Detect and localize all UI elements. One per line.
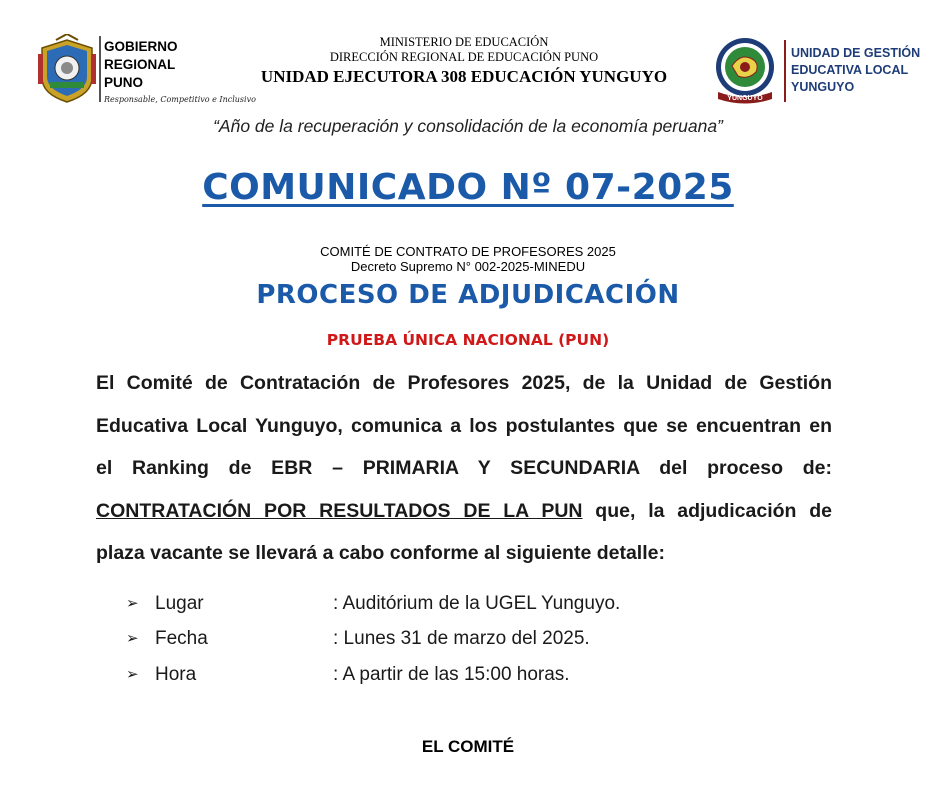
detail-label: Lugar <box>155 593 204 614</box>
org-line: REGIONAL <box>104 57 176 72</box>
ministry-header <box>200 35 728 88</box>
paragraph-line: plaza vacante se llevará a cabo conforme al siguiente detalle: <box>96 542 665 565</box>
detail-label: Fecha <box>155 628 208 649</box>
ministry-name: MINISTERIO DE EDUCACIÓN <box>379 35 549 49</box>
title-text: COMUNICADO Nº 07-2025 <box>202 167 734 208</box>
exam-subtitle: PRUEBA ÚNICA NACIONAL (PUN) <box>326 331 610 349</box>
seal-ribbon-text: YUNGUYO <box>727 95 763 102</box>
signature: EL COMITÉ <box>421 737 515 756</box>
org-line: UNIDAD DE GESTIÓN <box>791 46 921 60</box>
underlined-process-name: CONTRATACIÓN POR RESULTADOS DE LA PUN <box>96 499 583 522</box>
paragraph-line: el Ranking de EBR – PRIMARIA Y SECUNDARIA del proceso de: <box>96 457 832 480</box>
paragraph-line <box>96 490 832 533</box>
arrow-bullet-icon: ➢ <box>126 666 139 683</box>
header-left-divider <box>99 36 101 102</box>
regional-direction-name: DIRECCIÓN REGIONAL DE EDUCACIÓN PUNO <box>329 50 599 64</box>
org-line: GOBIERNO <box>104 39 178 54</box>
org-line: EDUCATIVA LOCAL <box>791 63 909 77</box>
executing-unit-name: UNIDAD EJECUTORA 308 EDUCACIÓN YUNGUYO <box>260 67 668 86</box>
detail-value: : Auditórium de la UGEL Yunguyo. <box>333 593 621 614</box>
detail-value: : A partir de las 15:00 horas. <box>333 664 570 685</box>
paragraph-line: Educativa Local Yunguyo, comunica a los postulantes que se encuentran en <box>96 414 832 437</box>
arrow-bullet-icon: ➢ <box>126 630 139 647</box>
announcement-paragraph <box>96 362 832 575</box>
detail-label: Hora <box>155 664 197 685</box>
ugel-name <box>791 45 931 96</box>
committee-name: COMITÉ DE CONTRATO DE PROFESORES 2025 <box>320 244 616 259</box>
org-line: YUNGUYO <box>791 80 855 94</box>
year-motto: “Año de la recuperación y consolidación de la economía peruana” <box>213 116 723 136</box>
paragraph-line: El Comité de Contratación de Profesores 2025, de la Unidad de Gestión <box>96 372 832 394</box>
document-title <box>0 167 936 208</box>
arrow-bullet-icon: ➢ <box>126 595 139 612</box>
header-right-divider <box>784 40 786 102</box>
org-line: PUNO <box>104 75 144 90</box>
decree-reference: Decreto Supremo N° 002-2025-MINEDU <box>350 259 586 274</box>
gobierno-regional-puno-logo <box>36 34 98 104</box>
process-heading: PROCESO DE ADJUDICACIÓN <box>256 280 680 310</box>
gobierno-regional-name <box>104 38 214 92</box>
detail-value: : Lunes 31 de marzo del 2025. <box>333 628 590 649</box>
paragraph-line-rest: que, la adjudicación de <box>582 499 833 522</box>
ugel-yunguyo-seal <box>712 36 778 106</box>
gobierno-regional-motto: Responsable, Competitivo e Inclusivo <box>104 95 256 104</box>
